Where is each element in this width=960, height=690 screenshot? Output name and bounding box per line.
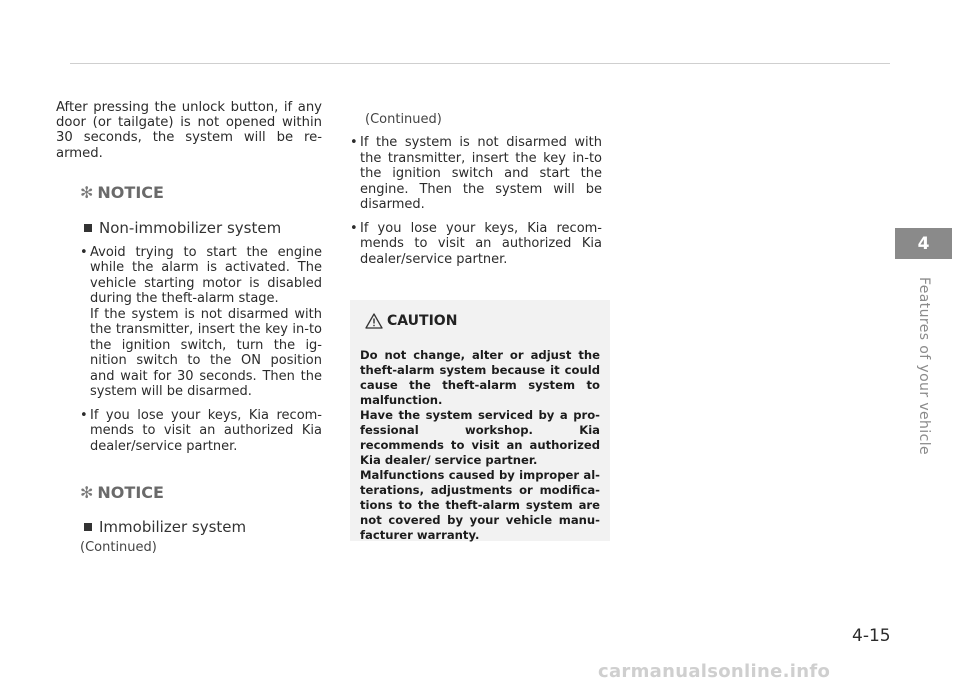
notice-title-1: NOTICE — [97, 183, 164, 203]
bullet-list-2 — [350, 135, 602, 267]
square-bullet-icon — [84, 523, 92, 531]
bullet-text: If the system is not disarmed with the transmitter, insert the key in-to the ignition switch, turn the ig-nition switch to the ON position and wait for 30 seconds. Then the system will be disarmed. — [90, 306, 322, 400]
bullet-dot: • — [80, 244, 88, 260]
top-rule — [70, 63, 890, 64]
bullet-dot: • — [350, 135, 358, 150]
caution-box — [350, 300, 610, 541]
sparkle-icon: ✻ — [80, 183, 94, 203]
warning-triangle-icon — [365, 313, 383, 329]
caution-title: CAUTION — [387, 313, 458, 329]
list-item — [80, 408, 322, 455]
chapter-tab[interactable]: 4 — [895, 228, 952, 259]
bullet-list-1 — [80, 245, 322, 455]
caution-body — [360, 348, 600, 543]
heading-text-2: Immobilizer system — [99, 518, 247, 537]
heading-text-1: Non-immobilizer system — [99, 218, 282, 237]
continued-label: (Continued) — [80, 540, 157, 556]
left-column — [56, 100, 322, 555]
sparkle-icon: ✻ — [80, 482, 94, 502]
list-item — [350, 221, 602, 268]
notice-header-1 — [80, 181, 322, 205]
list-item — [350, 135, 602, 213]
caution-paragraph: Malfunctions caused by improper al-terations, adjustments or modifica-tions to the theft-alarm system are not covered by your vehicle manu-facturer warranty. — [360, 468, 600, 542]
middle-column — [350, 112, 602, 275]
list-item — [80, 245, 322, 400]
intro-paragraph: After pressing the unlock button, if any door (or tailgate) is not opened within 30 seconds, the system will be re-armed. — [56, 100, 322, 161]
page-number: 4-15 — [852, 626, 891, 646]
section-heading-2 — [84, 518, 322, 536]
caution-header — [365, 310, 610, 332]
bullet-text: If the system is not disarmed with the transmitter, insert the key in-to the ignition switch and start the engine. Then the system will be disarmed. — [360, 135, 602, 212]
caution-paragraph: Have the system serviced by a pro-fessional workshop. Kia recommends to visit an authorized Kia dealer/ service partner. — [360, 408, 600, 467]
caution-paragraph: Do not change, alter or adjust the theft-alarm system because it could cause the theft-alarm system to malfunction. — [360, 348, 600, 407]
notice-header-2 — [80, 480, 322, 504]
bullet-text: Avoid trying to start the engine while the alarm is activated. The vehicle starting motor is disabled during the theft-alarm stage. — [90, 244, 322, 307]
section-heading-1 — [84, 219, 322, 237]
chapter-title: Features of your vehicle — [916, 277, 932, 455]
watermark: carmanualsonline.info — [598, 661, 831, 682]
bullet-text: If you lose your keys, Kia recom-mends to visit an authorized Kia dealer/service partner. — [360, 220, 602, 267]
bullet-dot: • — [350, 220, 358, 236]
notice-title-2: NOTICE — [97, 482, 164, 502]
continued-label: (Continued) — [365, 112, 442, 127]
bullet-text: If you lose your keys, Kia recom-mends to visit an authorized Kia dealer/service partner. — [90, 407, 322, 454]
square-bullet-icon — [84, 224, 92, 232]
bullet-dot: • — [80, 407, 88, 423]
